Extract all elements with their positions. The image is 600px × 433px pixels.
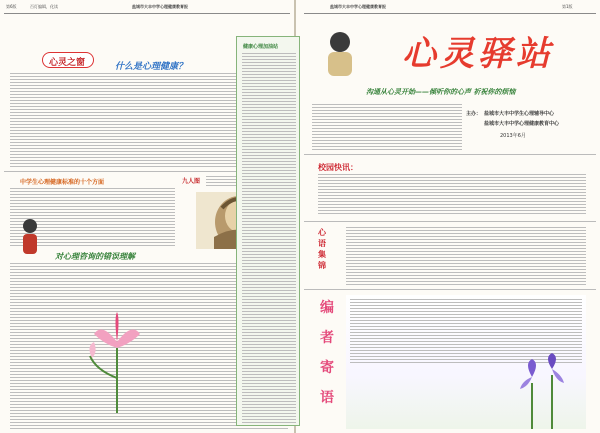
right-page (300, 0, 600, 433)
right-header-issue: 第1版 (562, 4, 573, 9)
banner-strip (312, 85, 590, 99)
column-badge (42, 52, 94, 68)
column-title: 心灵之窗 (49, 58, 86, 68)
sidebar (236, 36, 300, 426)
sponsor-info (466, 108, 590, 148)
standards-title: 中学生心理健康标准的十个方面 (20, 179, 105, 186)
left-header-rule (4, 13, 290, 14)
dept-title: 校园快讯： (318, 163, 358, 172)
editor-char-3: 寄 (320, 360, 334, 376)
banner-text: 沟通从心灵开始——倾听你的心声 祈祝你的烦恼 (366, 88, 516, 96)
feature-title: 什么是心理健康？ (115, 62, 188, 72)
left-header-issue: 第6版 (6, 4, 17, 9)
standards-heading (10, 177, 175, 184)
person-illustration (10, 216, 50, 260)
sponsor-prefix: 主办： (466, 111, 482, 117)
main-title: 心灵驿站 (402, 34, 554, 74)
editor-char-1: 编 (320, 300, 334, 316)
sidebar-text (242, 53, 296, 423)
sponsor-2: 盐城市大丰中学心理健康教育中心 (484, 121, 560, 127)
poem-label: 心语集锦 (318, 228, 326, 270)
sponsor-1: 盐城市大丰中学生心理辅导中心 (484, 111, 555, 117)
left-header-masthead: 盐城市大丰中学心理健康教育报 (132, 4, 188, 9)
child-illustration (312, 28, 368, 78)
poem-lines (346, 227, 586, 285)
editor-char-2: 者 (320, 330, 334, 346)
issue-date: 2013年6月 (500, 133, 526, 139)
iris-illustration (502, 353, 582, 429)
editorial-panel (312, 104, 462, 152)
sidebar-title: 健康心理加油站 (243, 44, 279, 50)
poem-label-box (318, 227, 342, 277)
right-header-masthead: 盐城市大丰中学心理健康教育报 (330, 4, 386, 9)
portrait-label: 九人图 (182, 178, 201, 185)
signs-title: 对心理咨询的错误理解 (55, 252, 135, 261)
editor-chars (318, 297, 342, 423)
news-paragraph (318, 174, 586, 216)
masthead-block (312, 18, 590, 82)
editor-char-4: 语 (320, 390, 334, 406)
lily-illustration (84, 308, 150, 413)
right-header-rule (304, 13, 596, 14)
editor-letter (346, 295, 586, 429)
left-header-section: 百灯编辑，化读 (30, 4, 58, 9)
